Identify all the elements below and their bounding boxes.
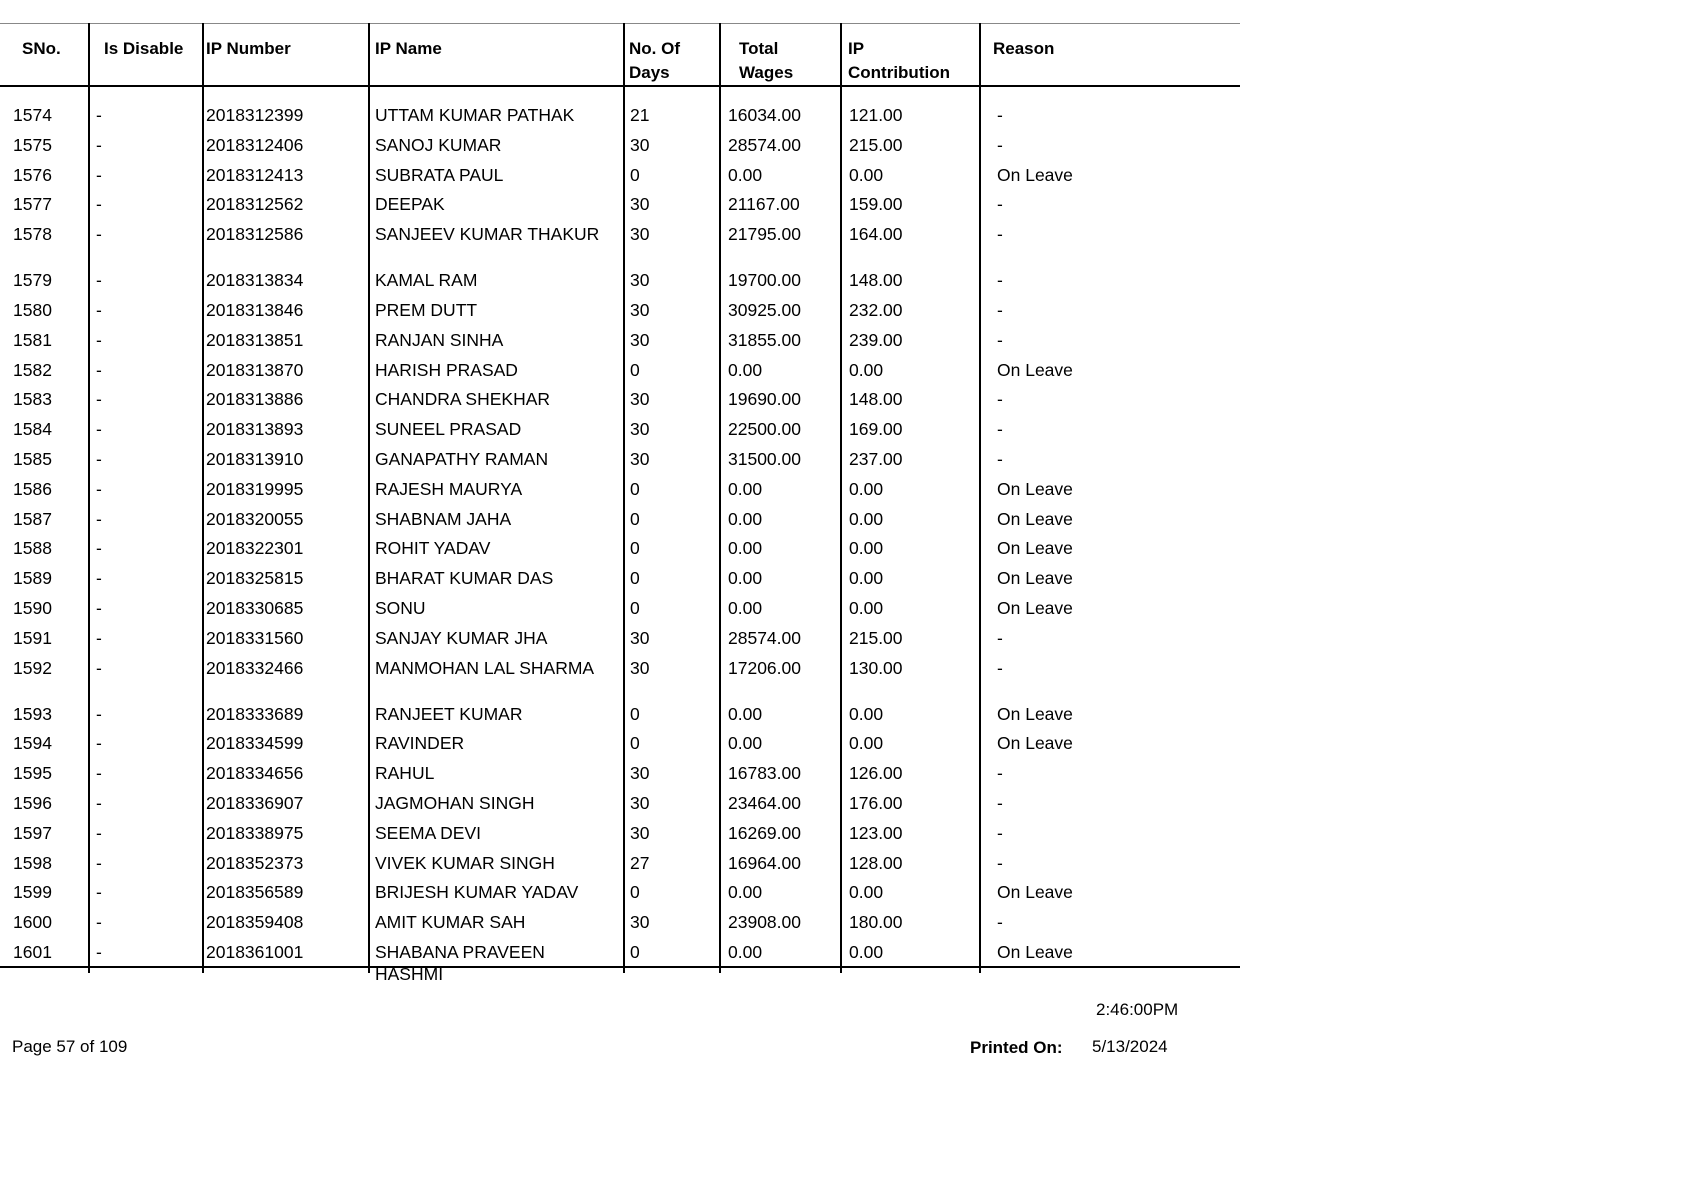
cell-days: 30 (630, 822, 650, 843)
cell-contribution: 0.00 (849, 508, 884, 529)
cell-is-disable: - (96, 419, 102, 440)
cell-is-disable: - (96, 538, 102, 559)
cell-ip-number: 2018313846 (206, 299, 304, 320)
cell-ip-number: 2018312399 (206, 105, 304, 125)
cell-ip-name: RANJEET KUMAR (375, 703, 523, 724)
cell-sno: 1586 (13, 478, 52, 499)
cell-ip-number: 2018334656 (206, 763, 304, 784)
cell-is-disable: - (96, 627, 102, 648)
cell-reason: - (997, 299, 1003, 320)
table-row (0, 222, 1240, 268)
cell-sno: 1594 (13, 733, 52, 754)
cell-contribution: 232.00 (849, 299, 903, 320)
cell-sno: 1585 (13, 448, 52, 469)
cell-ip-number: 2018336907 (206, 792, 304, 813)
cell-reason: - (997, 822, 1003, 843)
table-body (0, 103, 1240, 985)
cell-reason: - (997, 224, 1003, 245)
cell-ip-name: GANAPATHY RAMAN (375, 448, 549, 469)
cell-ip-name: MANMOHAN LAL SHARMA (375, 657, 595, 678)
cell-sno: 1577 (13, 194, 52, 215)
table-row (0, 821, 1240, 851)
cell-days: 30 (630, 270, 650, 291)
cell-ip-name: RAVINDER (375, 733, 465, 754)
cell-is-disable: - (96, 194, 102, 215)
cell-ip-name: SANOJ KUMAR (375, 134, 502, 155)
table-row (0, 163, 1240, 193)
cell-wages: 19700.00 (728, 270, 801, 291)
cell-days: 30 (630, 134, 650, 155)
cell-ip-name: HARISH PRASAD (375, 359, 518, 380)
cell-sno: 1590 (13, 597, 52, 618)
cell-is-disable: - (96, 134, 102, 155)
cell-reason: On Leave (997, 703, 1073, 724)
cell-sno: 1576 (13, 164, 52, 185)
cell-reason: - (997, 627, 1003, 648)
cell-ip-name: VIVEK KUMAR SINGH (375, 852, 555, 873)
table-row (0, 851, 1240, 881)
cell-reason: On Leave (997, 164, 1073, 185)
cell-days: 0 (630, 568, 640, 589)
cell-ip-name: SUNEEL PRASAD (375, 419, 522, 440)
cell-ip-name: UTTAM KUMAR PATHAK (375, 105, 575, 125)
table-row (0, 358, 1240, 388)
cell-days: 30 (630, 224, 650, 245)
cell-contribution: 0.00 (849, 597, 884, 618)
cell-contribution: 121.00 (849, 105, 903, 125)
cell-contribution: 123.00 (849, 822, 903, 843)
cell-is-disable: - (96, 359, 102, 380)
cell-wages: 22500.00 (728, 419, 801, 440)
cell-sno: 1601 (13, 941, 52, 962)
cell-days: 0 (630, 882, 640, 903)
cell-reason: - (997, 763, 1003, 784)
cell-days: 0 (630, 597, 640, 618)
cell-ip-name: SANJEEV KUMAR THAKUR (375, 224, 600, 245)
cell-days: 21 (630, 105, 650, 125)
cell-ip-name: SHABNAM JAHA (375, 508, 512, 529)
cell-ip-name: KAMAL RAM (375, 270, 478, 291)
cell-sno: 1578 (13, 224, 52, 245)
cell-sno: 1587 (13, 508, 52, 529)
cell-contribution: 0.00 (849, 568, 884, 589)
cell-contribution: 126.00 (849, 763, 903, 784)
table-row (0, 103, 1240, 133)
cell-ip-name: SEEMA DEVI (375, 822, 482, 843)
table-row (0, 791, 1240, 821)
cell-contribution: 237.00 (849, 448, 903, 469)
cell-days: 0 (630, 941, 640, 962)
cell-ip-name: BRIJESH KUMAR YADAV (375, 882, 579, 903)
cell-ip-number: 2018313851 (206, 329, 304, 350)
cell-reason: - (997, 270, 1003, 291)
cell-contribution: 0.00 (849, 941, 884, 962)
table-row (0, 566, 1240, 596)
table-row (0, 626, 1240, 656)
cell-ip-number: 2018338975 (206, 822, 304, 843)
cell-contribution: 215.00 (849, 134, 903, 155)
cell-sno: 1589 (13, 568, 52, 589)
cell-wages: 16269.00 (728, 822, 801, 843)
cell-sno: 1592 (13, 657, 52, 678)
cell-ip-number: 2018313886 (206, 389, 304, 410)
table-row (0, 702, 1240, 732)
cell-contribution: 169.00 (849, 419, 903, 440)
cell-days: 30 (630, 792, 650, 813)
table-row (0, 940, 1240, 985)
cell-is-disable: - (96, 448, 102, 469)
cell-ip-number: 2018312413 (206, 164, 304, 185)
table-row (0, 477, 1240, 507)
cell-sno: 1579 (13, 270, 52, 291)
cell-ip-name: AMIT KUMAR SAH (375, 912, 526, 933)
cell-wages: 21795.00 (728, 224, 801, 245)
table-row (0, 596, 1240, 626)
cell-reason: On Leave (997, 597, 1073, 618)
cell-reason: On Leave (997, 882, 1073, 903)
table-row (0, 656, 1240, 702)
table-row (0, 133, 1240, 163)
cell-contribution: 0.00 (849, 703, 884, 724)
cell-days: 30 (630, 419, 650, 440)
cell-reason: On Leave (997, 733, 1073, 754)
cell-sno: 1575 (13, 134, 52, 155)
cell-sno: 1584 (13, 419, 52, 440)
cell-wages: 0.00 (728, 508, 763, 529)
cell-contribution: 215.00 (849, 627, 903, 648)
cell-wages: 0.00 (728, 164, 763, 185)
header-is-disable: Is Disable (104, 39, 184, 58)
cell-ip-number: 2018312562 (206, 194, 304, 215)
table-row (0, 192, 1240, 222)
cell-wages: 0.00 (728, 538, 763, 559)
cell-wages: 0.00 (728, 597, 763, 618)
cell-wages: 16034.00 (728, 105, 801, 125)
cell-reason: On Leave (997, 568, 1073, 589)
cell-sno: 1583 (13, 389, 52, 410)
cell-reason: - (997, 419, 1003, 440)
cell-sno: 1600 (13, 912, 52, 933)
cell-reason: On Leave (997, 478, 1073, 499)
printed-on-date: 5/13/2024 (1092, 1037, 1168, 1056)
cell-contribution: 130.00 (849, 657, 903, 678)
cell-days: 0 (630, 733, 640, 754)
cell-reason: On Leave (997, 538, 1073, 559)
cell-wages: 0.00 (728, 733, 763, 754)
cell-wages: 28574.00 (728, 134, 801, 155)
table-top-rule (0, 23, 1240, 24)
cell-days: 0 (630, 538, 640, 559)
cell-ip-number: 2018356589 (206, 882, 304, 903)
header-ip-name: IP Name (375, 39, 442, 58)
cell-reason: - (997, 448, 1003, 469)
cell-is-disable: - (96, 852, 102, 873)
header-reason: Reason (993, 39, 1055, 58)
cell-ip-name: BHARAT KUMAR DAS (375, 568, 554, 589)
cell-sno: 1591 (13, 627, 52, 648)
cell-sno: 1582 (13, 359, 52, 380)
cell-days: 0 (630, 164, 640, 185)
cell-ip-number: 2018361001 (206, 941, 304, 962)
cell-ip-name: PREM DUTT (375, 299, 478, 320)
cell-sno: 1598 (13, 852, 52, 873)
cell-sno: 1597 (13, 822, 52, 843)
cell-ip-name: ROHIT YADAV (375, 538, 491, 559)
cell-is-disable: - (96, 164, 102, 185)
cell-sno: 1593 (13, 703, 52, 724)
cell-reason: - (997, 134, 1003, 155)
table-row (0, 298, 1240, 328)
cell-reason: On Leave (997, 941, 1073, 962)
header-sno: SNo. (22, 39, 61, 58)
cell-wages: 0.00 (728, 359, 763, 380)
header-ip-number: IP Number (206, 39, 291, 58)
table-row (0, 387, 1240, 417)
table-row (0, 536, 1240, 566)
cell-contribution: 239.00 (849, 329, 903, 350)
header-bottom-rule (0, 85, 1240, 87)
cell-ip-name: CHANDRA SHEKHAR (375, 389, 551, 410)
cell-days: 30 (630, 912, 650, 933)
table-row (0, 910, 1240, 940)
cell-is-disable: - (96, 703, 102, 724)
cell-is-disable: - (96, 299, 102, 320)
cell-wages: 31500.00 (728, 448, 801, 469)
cell-ip-name: JAGMOHAN SINGH (375, 792, 535, 813)
cell-wages: 23464.00 (728, 792, 801, 813)
cell-sno: 1574 (13, 105, 52, 125)
cell-ip-number: 2018330685 (206, 597, 304, 618)
cell-reason: - (997, 852, 1003, 873)
cell-contribution: 0.00 (849, 164, 884, 185)
cell-ip-name: SUBRATA PAUL (375, 164, 504, 185)
cell-ip-number: 2018320055 (206, 508, 304, 529)
header-days: No. Of Days (629, 39, 680, 82)
cell-ip-name: SONU (375, 597, 426, 618)
cell-contribution: 164.00 (849, 224, 903, 245)
printed-on-label: Printed On: (970, 1038, 1063, 1057)
cell-ip-number: 2018334599 (206, 733, 304, 754)
cell-contribution: 0.00 (849, 733, 884, 754)
cell-ip-name: SANJAY KUMAR JHA (375, 627, 548, 648)
cell-ip-number: 2018325815 (206, 568, 304, 589)
cell-is-disable: - (96, 105, 102, 125)
cell-wages: 28574.00 (728, 627, 801, 648)
table-row (0, 761, 1240, 791)
cell-ip-name: RAJESH MAURYA (375, 478, 523, 499)
cell-wages: 0.00 (728, 478, 763, 499)
cell-days: 30 (630, 194, 650, 215)
cell-contribution: 159.00 (849, 194, 903, 215)
cell-is-disable: - (96, 941, 102, 962)
cell-ip-number: 2018313893 (206, 419, 304, 440)
cell-is-disable: - (96, 763, 102, 784)
cell-ip-name: DEEPAK (375, 194, 445, 215)
cell-ip-number: 2018319995 (206, 478, 304, 499)
cell-wages: 19690.00 (728, 389, 801, 410)
cell-is-disable: - (96, 224, 102, 245)
header-wages: Total Wages (739, 39, 794, 82)
cell-reason: - (997, 194, 1003, 215)
cell-reason: - (997, 105, 1003, 125)
cell-is-disable: - (96, 568, 102, 589)
cell-ip-number: 2018332466 (206, 657, 304, 678)
cell-ip-number: 2018333689 (206, 703, 304, 724)
cell-sno: 1580 (13, 299, 52, 320)
cell-is-disable: - (96, 657, 102, 678)
cell-contribution: 0.00 (849, 882, 884, 903)
cell-days: 30 (630, 627, 650, 648)
page-number: Page 57 of 109 (12, 1037, 128, 1056)
cell-is-disable: - (96, 912, 102, 933)
cell-is-disable: - (96, 882, 102, 903)
cell-days: 30 (630, 299, 650, 320)
table-row (0, 328, 1240, 358)
cell-days: 30 (630, 657, 650, 678)
cell-ip-number: 2018312406 (206, 134, 304, 155)
cell-wages: 17206.00 (728, 657, 801, 678)
cell-is-disable: - (96, 597, 102, 618)
cell-contribution: 0.00 (849, 478, 884, 499)
cell-ip-number: 2018359408 (206, 912, 304, 933)
cell-days: 0 (630, 508, 640, 529)
cell-is-disable: - (96, 733, 102, 754)
cell-wages: 21167.00 (728, 194, 800, 215)
cell-contribution: 148.00 (849, 270, 903, 291)
table-row (0, 417, 1240, 447)
cell-ip-number: 2018313834 (206, 270, 304, 291)
cell-days: 0 (630, 359, 640, 380)
cell-reason: - (997, 657, 1003, 678)
cell-reason: - (997, 792, 1003, 813)
cell-ip-number: 2018352373 (206, 852, 304, 873)
cell-ip-name: SHABANA PRAVEEN HASHMI (375, 941, 545, 985)
cell-is-disable: - (96, 822, 102, 843)
table-row (0, 880, 1240, 910)
cell-is-disable: - (96, 478, 102, 499)
cell-reason: On Leave (997, 508, 1073, 529)
cell-sno: 1588 (13, 538, 52, 559)
cell-reason: On Leave (997, 359, 1073, 380)
cell-sno: 1596 (13, 792, 52, 813)
cell-sno: 1581 (13, 329, 52, 350)
table-row (0, 731, 1240, 761)
cell-wages: 30925.00 (728, 299, 801, 320)
cell-days: 27 (630, 852, 650, 873)
cell-reason: - (997, 329, 1003, 350)
cell-ip-number: 2018313910 (206, 448, 304, 469)
cell-sno: 1595 (13, 763, 52, 784)
cell-ip-number: 2018313870 (206, 359, 304, 380)
cell-contribution: 176.00 (849, 792, 903, 813)
table-row (0, 507, 1240, 537)
cell-wages: 23908.00 (728, 912, 801, 933)
cell-wages: 0.00 (728, 941, 763, 962)
cell-reason: - (997, 389, 1003, 410)
table-row (0, 268, 1240, 298)
cell-ip-number: 2018331560 (206, 627, 304, 648)
cell-ip-name: RANJAN SINHA (375, 329, 504, 350)
cell-contribution: 148.00 (849, 389, 903, 410)
cell-ip-number: 2018322301 (206, 538, 304, 559)
header-contribution: IP Contribution (848, 39, 950, 82)
cell-reason: - (997, 912, 1003, 933)
print-time: 2:46:00PM (1096, 1000, 1179, 1019)
cell-is-disable: - (96, 270, 102, 291)
cell-wages: 31855.00 (728, 329, 801, 350)
cell-contribution: 0.00 (849, 538, 884, 559)
cell-wages: 16783.00 (728, 763, 801, 784)
cell-is-disable: - (96, 329, 102, 350)
cell-days: 30 (630, 389, 650, 410)
cell-sno: 1599 (13, 882, 52, 903)
cell-wages: 0.00 (728, 882, 763, 903)
cell-wages: 16964.00 (728, 852, 801, 873)
cell-is-disable: - (96, 389, 102, 410)
cell-contribution: 0.00 (849, 359, 884, 380)
cell-days: 30 (630, 329, 650, 350)
cell-is-disable: - (96, 508, 102, 529)
cell-wages: 0.00 (728, 568, 763, 589)
cell-days: 0 (630, 478, 640, 499)
cell-days: 30 (630, 763, 650, 784)
cell-ip-name: RAHUL (375, 763, 435, 784)
table-row (0, 447, 1240, 477)
cell-is-disable: - (96, 792, 102, 813)
cell-wages: 0.00 (728, 703, 763, 724)
cell-days: 30 (630, 448, 650, 469)
cell-days: 0 (630, 703, 640, 724)
cell-ip-number: 2018312586 (206, 224, 304, 245)
cell-contribution: 180.00 (849, 912, 903, 933)
cell-contribution: 128.00 (849, 852, 903, 873)
